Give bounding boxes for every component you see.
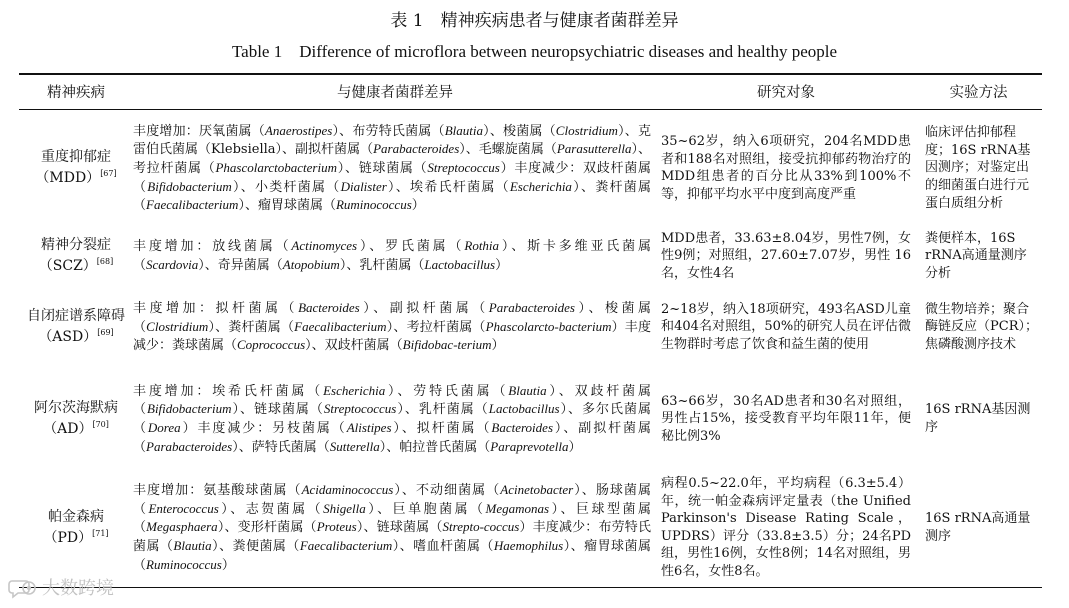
table-row <box>19 369 1042 469</box>
method-cell: 临床评估抑郁程度；16S rRNA基因测序；对鉴定出的细菌蛋白进行元蛋白质组分析 <box>925 125 1031 211</box>
microflora-diff-cell: 丰度增加：埃希氏杆菌属（Escherichia）、劳特氏菌属（Blautia）、双歧杆菌属（Bifidobacterium）、链球菌属（Streptococcus）、乳杆菌属（Lactobacillus）、多尔氏菌属（Dorea）丰度减少：另枝菌属（Alistipes）、拟杆菌属（Bacteroides）、副拟杆菌属（Parabacteroides）、萨特氏菌属（Sutterella）、帕拉普氏菌属（Paraprevotella） <box>133 382 651 455</box>
reference-number: [67] <box>100 169 117 179</box>
microflora-table <box>19 73 1042 588</box>
disease-abbr: （MDD） <box>35 170 101 187</box>
disease-name: 帕金森病 <box>48 508 104 525</box>
disease-name: 自闭症谱系障碍 <box>27 308 125 324</box>
disease-name: 精神分裂症 <box>41 237 111 253</box>
microflora-diff-cell: 丰度增加：氨基酸球菌属（Acidaminococcus）、不动细菌属（Acinetobacter）、肠球菌属（Enterococcus）、志贺菌属（Shigella）、巨单胞菌属（Megamonas）、巨球型菌属（Megasphaera）、变形杆菌属（Proteus）、链球菌属（Strepto-coccus）丰度减少：布劳特氏菌属（Blautia）、粪便菌属（Faecalibacterium）、嗜血杆菌属（Haemophilus）、瘤胃球菌属（Ruminococcus） <box>133 482 651 573</box>
table-row <box>19 469 1042 587</box>
watermark-text: 大数跨境 <box>42 578 114 599</box>
disease-abbr: （AD） <box>43 421 93 437</box>
header-microflora-diff: 与健康者菌群差异 <box>337 85 453 102</box>
disease-name: 阿尔茨海默病 <box>34 400 118 416</box>
disease-abbr: （PD） <box>43 529 93 546</box>
reference-number: [69] <box>97 328 114 337</box>
disease-abbr: （SCZ） <box>38 258 97 274</box>
reference-number: [71] <box>92 528 109 538</box>
table-row <box>19 109 1042 227</box>
subjects-cell: 35~62岁，纳入6项研究，204名MDD患者和188名对照组，接受抗抑郁药物治疗的MDD组患者的百分比从33%到100%不等，抑郁平均水平中度到高度严重 <box>661 134 911 202</box>
chat-bubble-logo-icon <box>8 578 38 600</box>
table-row <box>19 227 1042 285</box>
disease-cell <box>19 469 133 587</box>
table-row <box>19 285 1042 369</box>
table-header-row <box>19 74 1042 109</box>
disease-cell <box>19 285 133 369</box>
disease-name: 重度抑郁症 <box>41 149 111 166</box>
subjects-cell: 63~66岁，30名AD患者和30名对照组，男性占15%，接受教育平均年限11年，便秘比例3% <box>661 393 911 444</box>
disease-abbr: （ASD） <box>38 329 98 345</box>
method-cell: 16S rRNA基因测序 <box>925 402 1031 435</box>
header-disease: 精神疾病 <box>47 85 105 102</box>
microflora-diff-cell: 丰度增加：拟杆菌属（Bacteroides）、副拟杆菌属（Parabacteroides）、梭菌属（Clostridium）、粪杆菌属（Faecalibacterium）、考拉杆菌属（Phascolarcto-bacterium）丰度减少：粪球菌属（Coprococcus）、双歧杆菌属（Bifidobac-terium） <box>133 300 651 354</box>
header-method: 实验方法 <box>949 85 1008 102</box>
method-cell: 微生物培养；聚合酶链反应（PCR）；焦磷酸测序技术 <box>925 301 1038 352</box>
reference-number: [68] <box>96 257 114 266</box>
disease-cell <box>19 109 133 227</box>
disease-cell <box>19 369 133 469</box>
microflora-diff-cell: 丰度增加：厌氧菌属（Anaerostipes）、布劳特氏菌属（Blautia）、梭菌属（Clostridium）、克雷伯氏菌属（Klebsiella）、副拟杆菌属（Parabacteroides）、毛螺旋菌属（Parasutterella）、考拉杆菌属（Phascolarctobacterium）、链球菌属（Streptococcus）丰度减少：双歧杆菌属（Bifidobacterium）、小类杆菌属（Dialister）、埃希氏杆菌属（Escherichia）、粪杆菌属（Faecalibacterium）、瘤胃球菌属（Ruminococcus） <box>133 122 651 214</box>
header-subjects: 研究对象 <box>757 85 815 102</box>
watermark <box>8 574 143 604</box>
table-caption-en: Table 1 Difference of microflora between neuropsychiatric diseases and healthy people <box>231 42 838 61</box>
method-cell: 粪便样本，16S rRNA高通量测序分析 <box>925 230 1027 281</box>
subjects-cell: MDD患者，33.63±8.04岁，男性7例，女性9例；对照组，27.60±7.07岁，男性 16 名，女性4名 <box>661 230 911 281</box>
table-caption-zh: 表 1 精神疾病患者与健康者菌群差异 <box>390 11 679 31</box>
microflora-diff-cell: 丰度增加：放线菌属（Actinomyces）、罗氏菌属（Rothia）、斯卡多维亚氏菌属（Scardovia）、奇异菌属（Atopobium）、乳杆菌属（Lactobacillus） <box>133 238 651 273</box>
subjects-cell: 病程0.5~22.0年，平均病程（6.3±5.4）年，统一帕金森病评定量表（the Unified Parkinson's Disease Rating Scale，UPDRS）评分（33.8±3.5）分；24名PD组，男性16例，女性8例；14名对照组，男性6名，女性8名。 <box>661 475 911 579</box>
method-cell: 16S rRNA高通量测序 <box>925 511 1031 544</box>
disease-cell <box>19 227 133 285</box>
subjects-cell: 2~18岁，纳入18项研究，493名ASD儿童和404名对照组，50%的研究人员在评估微生物群时考虑了饮食和益生菌的使用 <box>661 301 911 352</box>
reference-number: [70] <box>92 420 109 429</box>
